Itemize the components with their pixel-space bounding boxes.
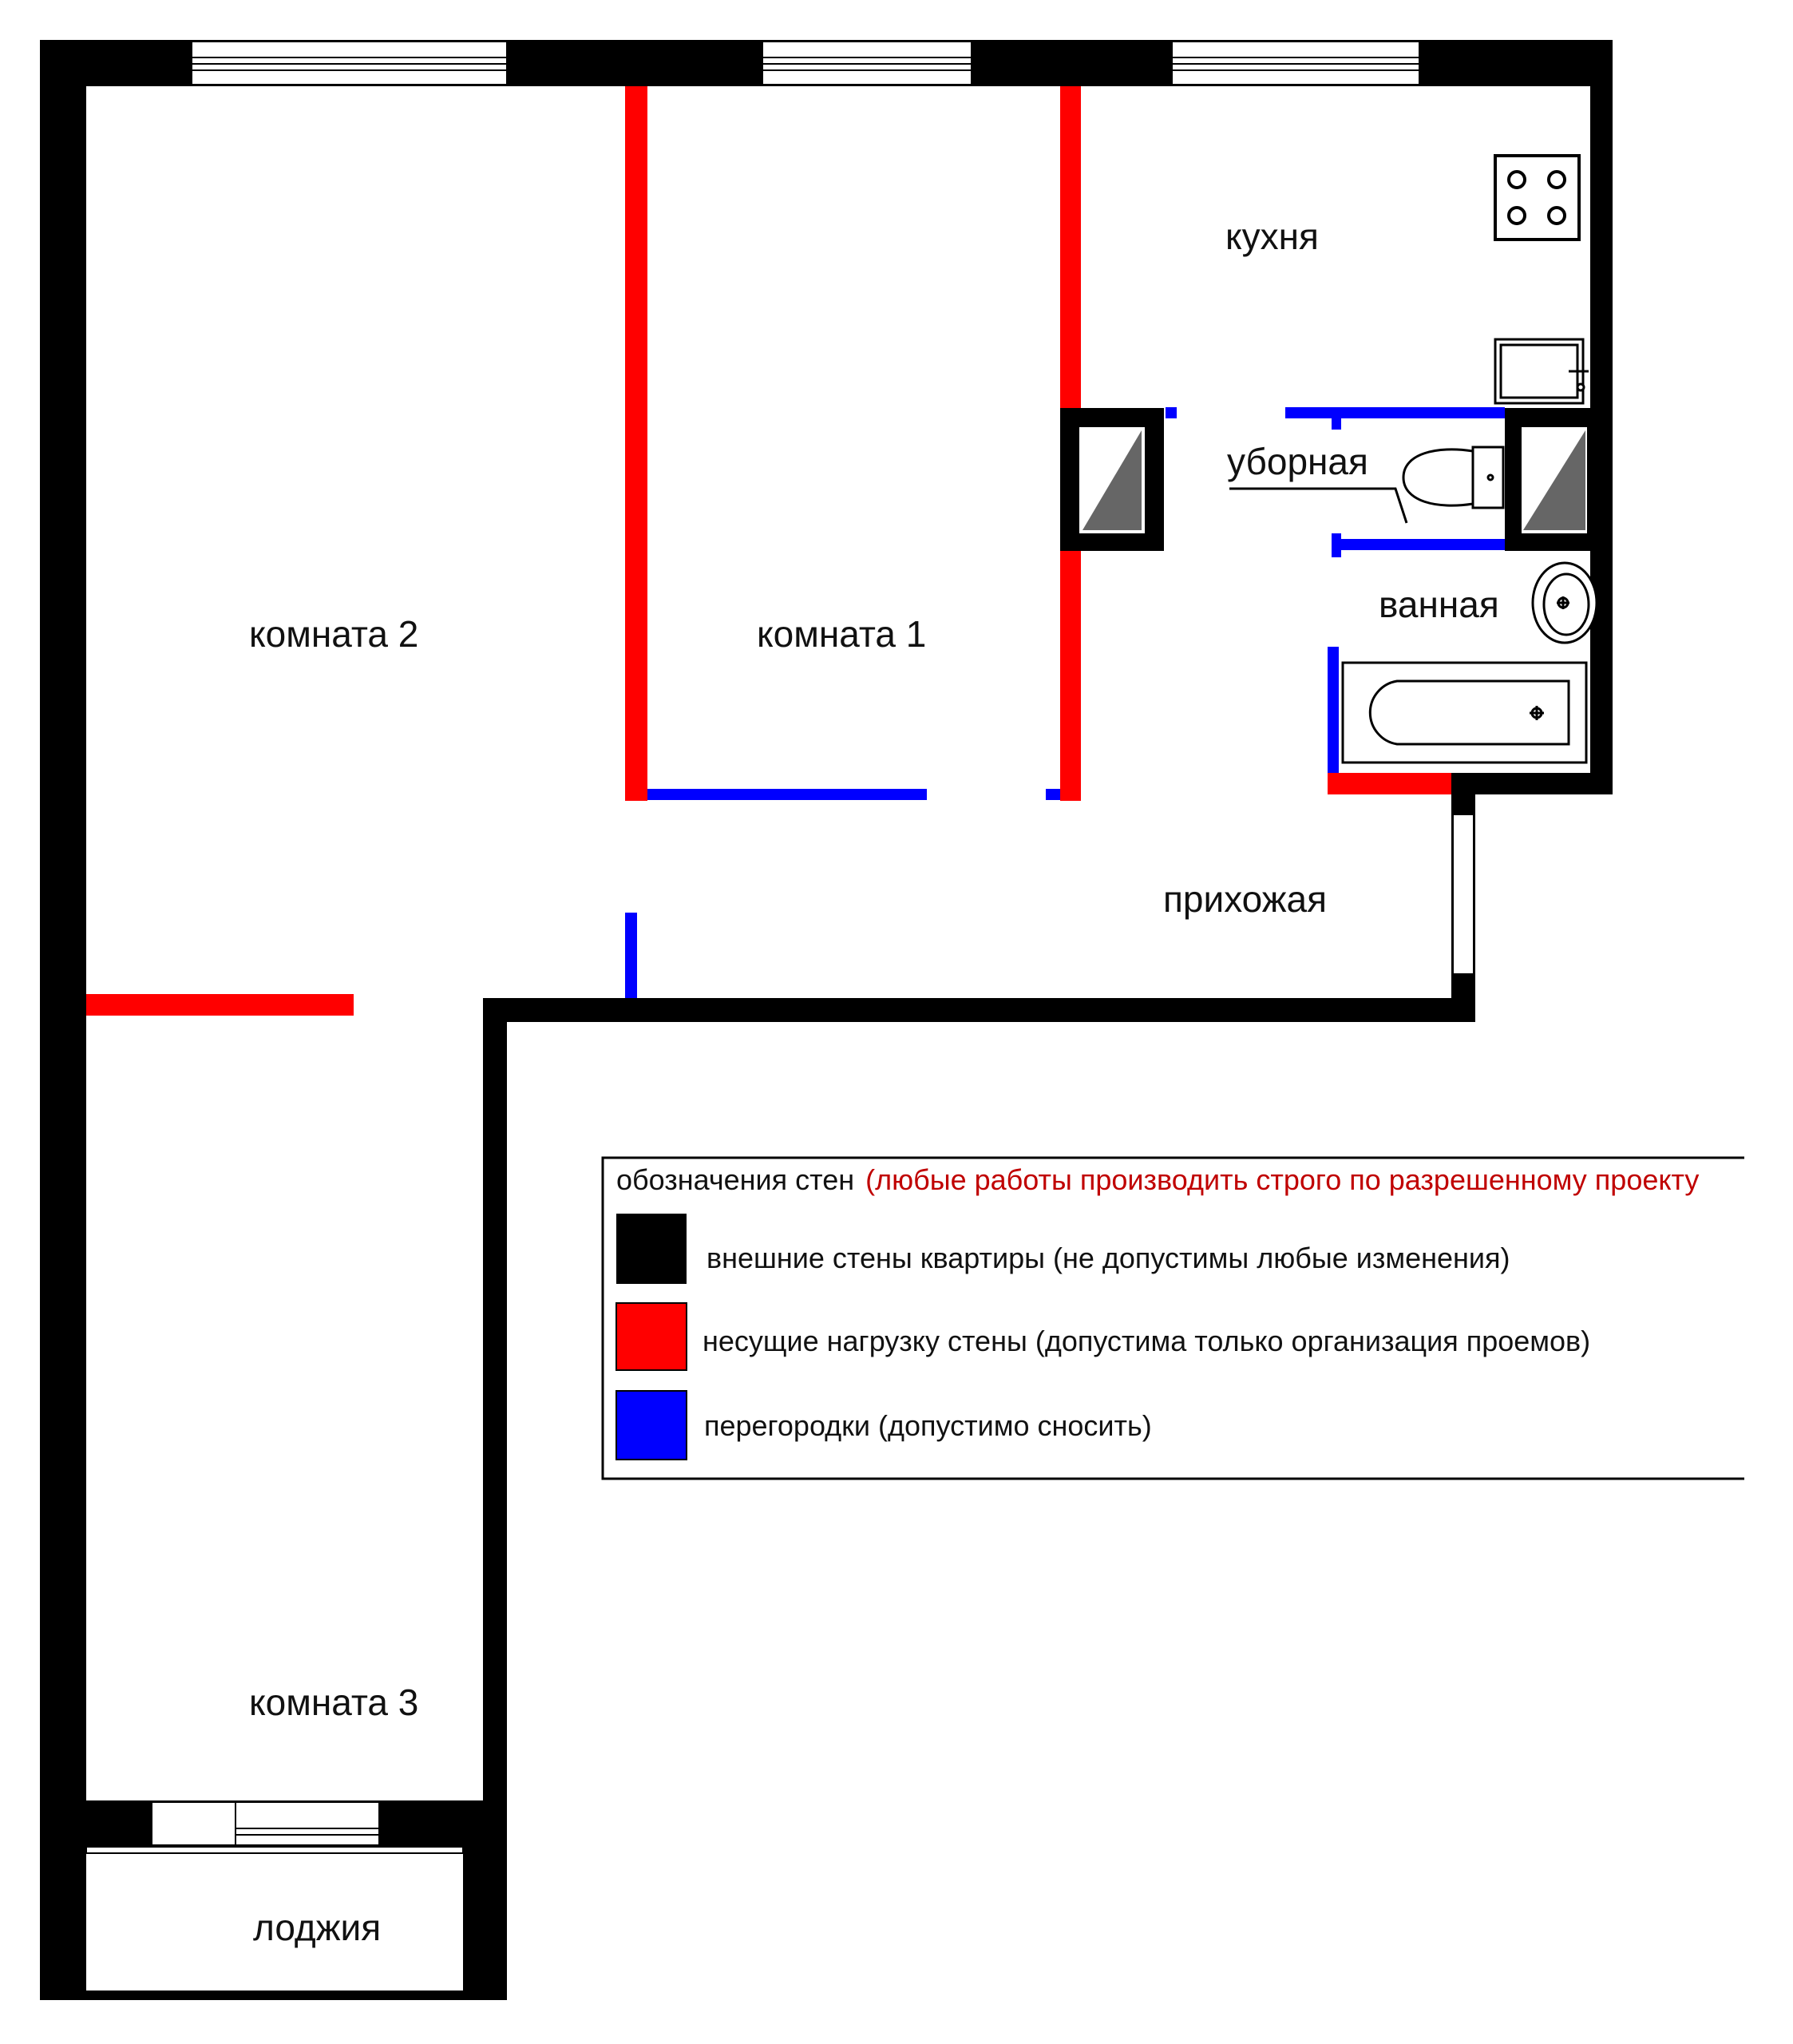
wall-room2-room1 (625, 86, 647, 801)
legend-item-load-bearing: несущие нагрузку стены (допустима только организация проемов) (703, 1325, 1591, 1357)
partition-toilet-bottom (1332, 539, 1505, 550)
legend-item-partition: перегородки (допустимо сносить) (704, 1409, 1152, 1442)
partition-room1-bottom (647, 789, 927, 800)
wall-room1-kitchen-upper (1060, 86, 1081, 408)
toilet-leader-line (1229, 489, 1407, 523)
legend-title-line (616, 1163, 1699, 1196)
legend-swatch-blue (616, 1391, 687, 1460)
toilet-icon (1403, 447, 1503, 508)
legend-swatch-black (616, 1214, 687, 1284)
legend-warning: (любые работы производить строго по разрешенному проекту (865, 1163, 1700, 1196)
wall-room1-kitchen-lower (1060, 551, 1081, 801)
windows (86, 42, 1474, 1853)
bathroom-sink-icon (1533, 563, 1597, 643)
stove-icon (1495, 156, 1579, 240)
label-kitchen: кухня (1225, 216, 1319, 257)
right-wall (1590, 40, 1613, 794)
label-room2: комната 2 (249, 613, 419, 655)
left-wall (40, 40, 86, 2000)
shaft-1 (1060, 408, 1164, 551)
hallway-bottom-wall (483, 998, 1475, 1022)
label-room1: комната 1 (757, 613, 927, 655)
partition-toilet-top-tick (1332, 407, 1341, 430)
partition-hall-stub (625, 913, 637, 998)
loggia-bottom-wall (40, 1991, 507, 2000)
label-toilet: уборная (1227, 441, 1368, 482)
partition-room1-stub (1046, 789, 1060, 800)
label-loggia: лоджия (253, 1907, 382, 1948)
label-room3: комната 3 (249, 1682, 419, 1723)
legend-swatch-red (616, 1303, 687, 1370)
shaft-2 (1505, 408, 1590, 551)
loggia-glazing (86, 1847, 463, 1853)
label-hallway: прихожая (1163, 878, 1328, 920)
loggia-right-wall (463, 1847, 507, 2000)
partition-bath-left (1328, 647, 1339, 773)
partition-shaft-tick (1166, 407, 1177, 418)
bathtub-icon (1343, 663, 1586, 763)
wall-bath-bottom (1328, 773, 1451, 794)
legend-item-external: внешние стены квартиры (не допустимы любые изменения) (707, 1242, 1510, 1274)
kitchen-sink-icon (1495, 339, 1589, 403)
legend (603, 1158, 1744, 1479)
partition-toilet-bottom-tick (1332, 533, 1341, 557)
bath-bottom-wall (1451, 773, 1613, 794)
legend-title: обозначения стен (616, 1163, 855, 1196)
wall-room2-room3 (86, 994, 354, 1016)
label-bathroom: ванная (1379, 584, 1499, 625)
partition-toilet-top (1285, 407, 1505, 418)
entrance-door (1453, 814, 1474, 974)
window-loggia (152, 1802, 379, 1845)
